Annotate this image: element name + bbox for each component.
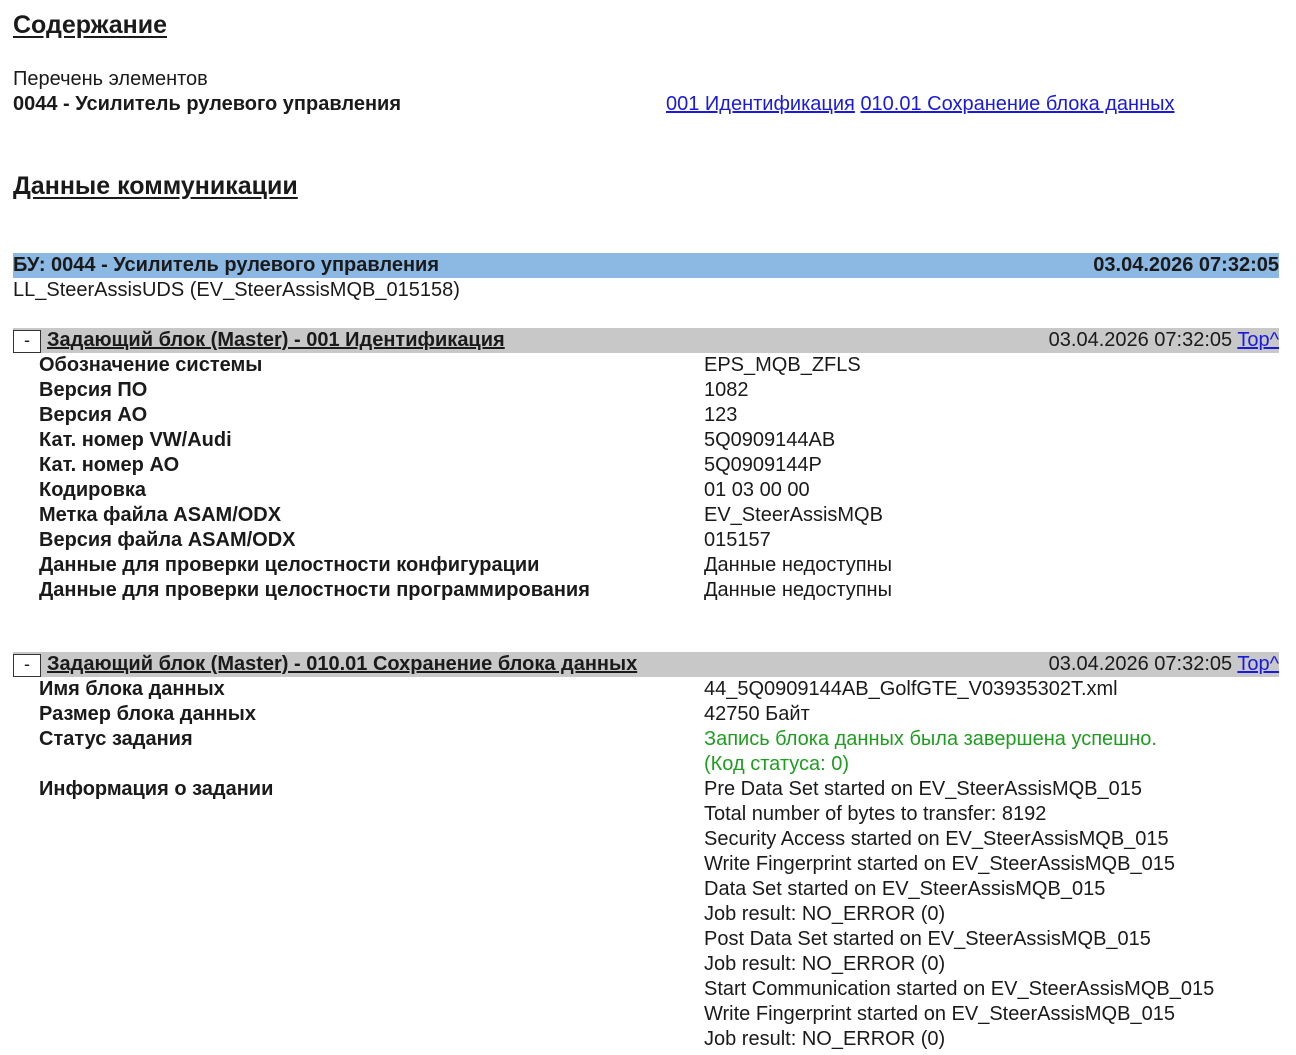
table-row: Обозначение системы EPS_MQB_ZFLS xyxy=(39,354,861,376)
job-info-line: Security Access started on EV_SteerAssisMQB_015 xyxy=(704,828,1169,850)
table-row: Кат. номер VW/Audi 5Q0909144AB xyxy=(39,429,836,451)
job-status-line: Запись блока данных была завершена успешно. xyxy=(704,728,1157,750)
job-info-line: Pre Data Set started on EV_SteerAssisMQB_015 xyxy=(704,778,1142,800)
table-row: Метка файла ASAM/ODX EV_SteerAssisMQB xyxy=(39,504,883,526)
toc-links xyxy=(666,92,1175,117)
top-link-data-save[interactable]: Top^ xyxy=(1237,653,1279,675)
collapse-toggle-identification[interactable]: - xyxy=(13,330,41,353)
table-row xyxy=(39,802,1289,827)
table-row xyxy=(39,977,1289,1002)
job-info-line: Start Communication started on EV_SteerAssisMQB_015 xyxy=(704,978,1215,1000)
table-row: Статус задания Запись блока данных была завершена успешно. xyxy=(39,728,1157,750)
table-row: Данные для проверки целостности конфигурации Данные недоступны xyxy=(39,554,892,576)
section-identification-meta xyxy=(1049,328,1279,353)
table-row xyxy=(39,1002,1289,1027)
table-row xyxy=(39,852,1289,877)
job-info-line: Total number of bytes to transfer: 8192 xyxy=(704,803,1047,825)
table-row xyxy=(39,902,1289,927)
section-identification-title: Задающий блок (Master) - 001 Идентификация xyxy=(47,329,505,351)
table-row: Версия АО 123 xyxy=(39,404,738,426)
section-data-save-title: Задающий блок (Master) - 010.01 Сохранение блока данных xyxy=(47,653,638,675)
section-data-save-header xyxy=(13,652,1279,677)
data-save-rows xyxy=(39,677,1289,1052)
job-info-line: Post Data Set started on EV_SteerAssisMQB_015 xyxy=(704,928,1151,950)
unit-title: 0044 - Усилитель рулевого управления xyxy=(13,93,401,115)
job-info-line: Write Fingerprint started on EV_SteerAssisMQB_015 xyxy=(704,1003,1175,1025)
job-info-line: Job result: NO_ERROR (0) xyxy=(704,953,946,975)
unit-line: БУ: 0044 - Усилитель рулевого управления xyxy=(13,254,440,276)
table-row: Имя блока данных 44_5Q0909144AB_GolfGTE_V03935302T.xml xyxy=(39,678,1118,700)
toc-link-data-save[interactable]: 010.01 Сохранение блока данных xyxy=(860,93,1175,115)
table-row xyxy=(39,877,1289,902)
collapse-toggle-data-save[interactable]: - xyxy=(13,654,41,677)
section-identification-header xyxy=(13,328,1279,353)
table-row: Размер блока данных 42750 Байт xyxy=(39,703,810,725)
communication-heading: Данные коммуникации xyxy=(13,172,298,200)
data-block-name: 44_5Q0909144AB_GolfGTE_V03935302T.xml xyxy=(704,678,1118,700)
identification-rows xyxy=(39,353,1289,603)
toc-link-identification[interactable]: 001 Идентификация xyxy=(666,93,855,115)
table-row xyxy=(39,952,1289,977)
top-link-identification[interactable]: Top^ xyxy=(1237,329,1279,351)
table-row: Кат. номер АО 5Q0909144P xyxy=(39,454,822,476)
table-row: Версия файла ASAM/ODX 015157 xyxy=(39,529,771,551)
table-row xyxy=(39,927,1289,952)
table-row xyxy=(39,1027,1289,1052)
contents-heading: Содержание xyxy=(13,11,168,39)
element-list-label: Перечень элементов xyxy=(13,68,208,90)
section-identification-timestamp: 03.04.2026 07:32:05 xyxy=(1048,329,1233,351)
table-row: Версия ПО 1082 xyxy=(39,379,749,401)
unit-header-band xyxy=(13,253,1279,278)
table-row: Данные для проверки целостности программирования Данные недоступны xyxy=(39,579,892,601)
data-block-size: 42750 Байт xyxy=(704,703,810,725)
table-row xyxy=(39,827,1289,852)
table-row: Кодировка 01 03 00 00 xyxy=(39,479,810,501)
table-row xyxy=(39,752,1289,777)
job-info-line: Write Fingerprint started on EV_SteerAssisMQB_015 xyxy=(704,853,1175,875)
job-info-line: Job result: NO_ERROR (0) xyxy=(704,903,946,925)
unit-timestamp: 03.04.2026 07:32:05 xyxy=(1093,254,1279,276)
job-info-line: Data Set started on EV_SteerAssisMQB_015 xyxy=(704,878,1106,900)
section-data-save-meta xyxy=(1049,652,1279,677)
job-status-code: (Код статуса: 0) xyxy=(704,753,850,775)
section-data-save-timestamp: 03.04.2026 07:32:05 xyxy=(1048,653,1233,675)
job-info-line: Job result: NO_ERROR (0) xyxy=(704,1028,946,1050)
table-row: Информация о задании Pre Data Set started on EV_SteerAssisMQB_015 xyxy=(39,778,1142,800)
unit-sub-line: LL_SteerAssisUDS (EV_SteerAssisMQB_015158) xyxy=(13,279,460,301)
